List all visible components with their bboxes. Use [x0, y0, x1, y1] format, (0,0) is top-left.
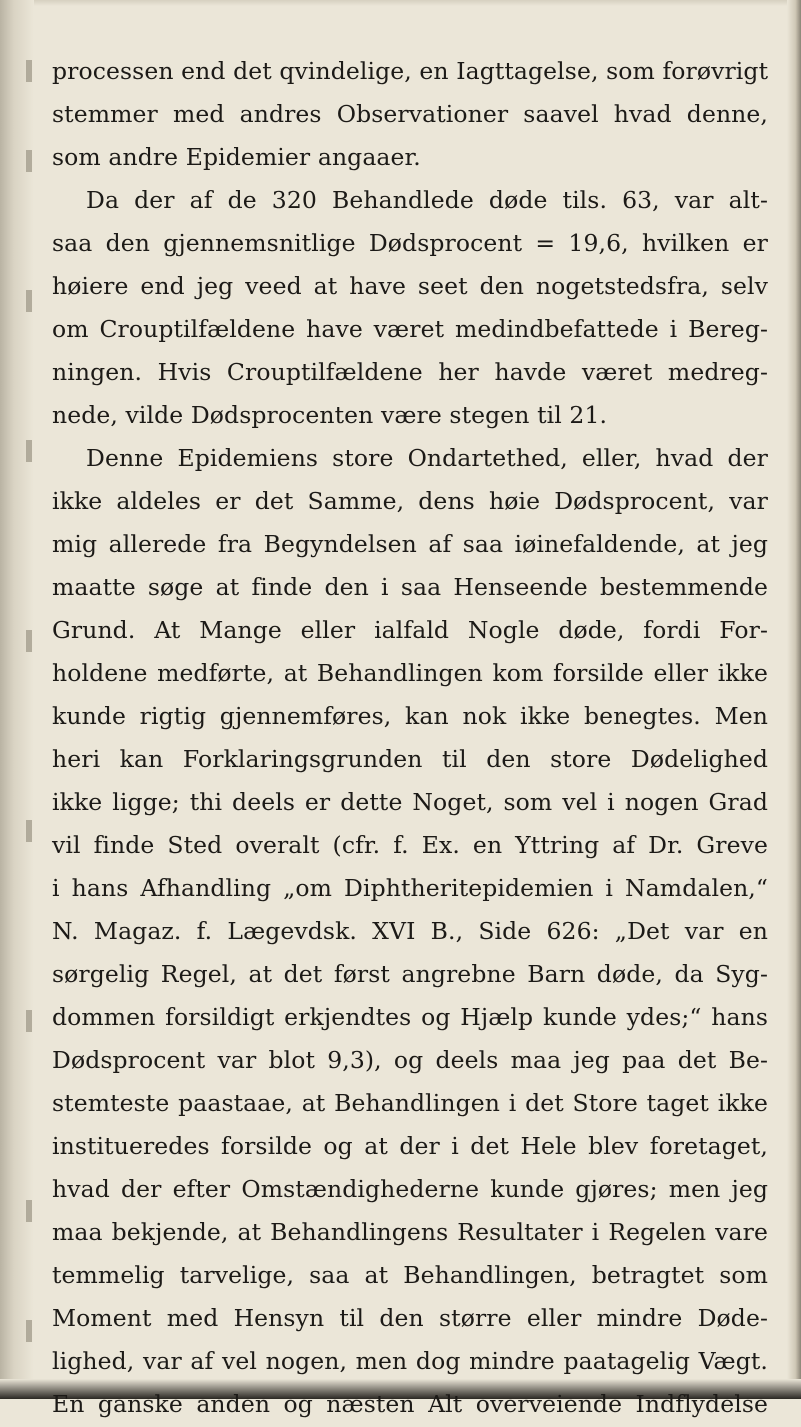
gutter-mark [26, 150, 32, 172]
right-page-edge [787, 0, 801, 1399]
text-line: ikke aldeles er det Samme, dens høie Dødsprocent, var [52, 487, 768, 515]
text-line: saa den gjennemsnitlige Dødsprocent = 19,6, hvilken er [52, 229, 768, 257]
text-line: temmelig tarvelige, saa at Behandlingen, betragtet som [52, 1261, 768, 1289]
text-line: ikke ligge; thi deels er dette Noget, som vel i nogen Grad [52, 788, 768, 816]
text-line: i hans Afhandling „om Diphtheritepidemien i Namdalen,“ [52, 874, 768, 902]
gutter-mark [26, 60, 32, 82]
gutter-mark [26, 820, 32, 842]
text-line: En ganske anden og næsten Alt overveiende Indflydelse [52, 1390, 768, 1418]
gutter-marks [22, 40, 36, 1370]
text-line: om Crouptilfældene have været medindbefattede i Bereg- [52, 315, 768, 343]
gutter-mark [26, 1200, 32, 1222]
text-line: processen end det qvindelige, en Iagttagelse, som forøvrigt [52, 57, 769, 85]
text-line: Dødsprocent var blot 9,3), og deels maa jeg paa det Be- [52, 1046, 768, 1074]
text-line: kunde rigtig gjennemføres, kan nok ikke benegtes. Men [52, 702, 768, 730]
text-line: Denne Epidemiens store Ondartethed, eller, hvad der [86, 444, 768, 472]
text-line: stemteste paastaae, at Behandlingen i det Store taget ikke [52, 1089, 768, 1117]
text-line: sørgelig Regel, at det først angrebne Barn døde, da Syg- [52, 960, 768, 988]
gutter-mark [26, 1010, 32, 1032]
gutter-mark [26, 290, 32, 312]
text-line: ningen. Hvis Crouptilfældene her havde været medreg- [52, 358, 768, 386]
text-line: Da der af de 320 Behandlede døde tils. 63, var alt- [86, 186, 768, 214]
text-line: vil finde Sted overalt (cfr. f. Ex. en Yttring af Dr. Greve [52, 831, 768, 859]
text-line: nede, vilde Dødsprocenten være stegen til 21. [52, 401, 608, 429]
text-line: som andre Epidemier angaaer. [52, 143, 421, 171]
text-line: institueredes forsilde og at der i det Hele blev foretaget, [52, 1132, 768, 1160]
text-line: hvad der efter Omstændighederne kunde gjøres; men jeg [52, 1175, 768, 1203]
text-line: heri kan Forklaringsgrunden til den store Dødelighed [52, 745, 768, 773]
gutter-mark [26, 440, 32, 462]
text-line: lighed, var af vel nogen, men dog mindre paatagelig Vægt. [52, 1347, 768, 1375]
top-edge [0, 0, 801, 6]
text-line: Grund. At Mange eller ialfald Nogle døde, fordi For- [52, 616, 768, 644]
text-line: N. Magaz. f. Lægevdsk. XVI B., Side 626: „Det var en [52, 917, 768, 945]
text-line: dommen forsildigt erkjendtes og Hjælp kunde ydes;“ hans [52, 1003, 768, 1031]
text-line: stemmer med andres Observationer saavel hvad denne, [52, 100, 768, 128]
gutter-mark [26, 630, 32, 652]
gutter-mark [26, 1320, 32, 1342]
text-line: maa bekjende, at Behandlingens Resultater i Regelen vare [52, 1218, 768, 1246]
text-line: mig allerede fra Begyndelsen af saa iøinefaldende, at jeg [52, 530, 768, 558]
text-line: holdene medførte, at Behandlingen kom forsilde eller ikke [52, 659, 768, 687]
text-line: Moment med Hensyn til den større eller mindre Døde- [52, 1304, 768, 1332]
text-line: maatte søge at finde den i saa Henseende bestemmende [52, 573, 768, 601]
text-line: høiere end jeg veed at have seet den nogetstedsfra, selv [52, 272, 768, 300]
